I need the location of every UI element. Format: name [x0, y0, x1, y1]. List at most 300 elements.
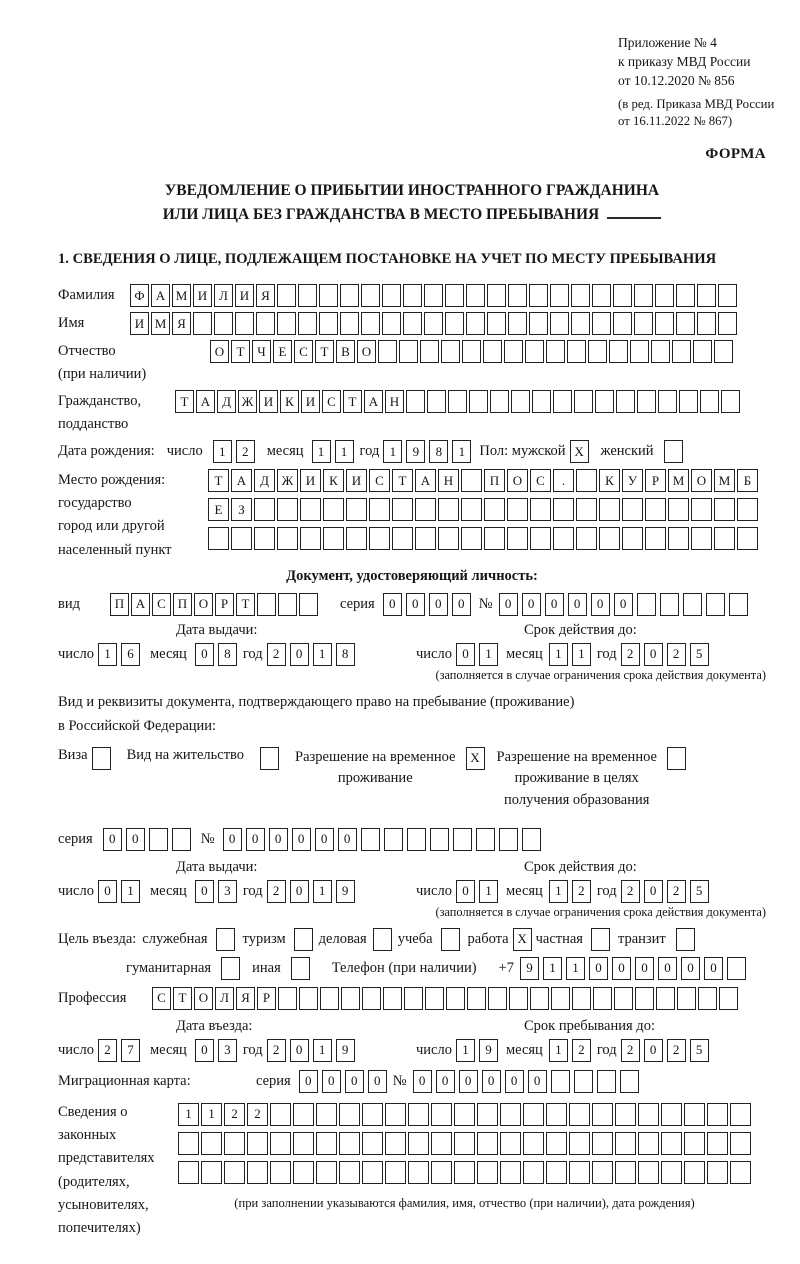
char-box[interactable]	[427, 390, 446, 413]
char-box[interactable]	[254, 498, 275, 521]
char-box[interactable]: 0	[195, 643, 214, 666]
char-box[interactable]: 7	[121, 1039, 140, 1062]
char-box[interactable]: С	[152, 593, 171, 616]
char-box[interactable]	[361, 284, 380, 307]
char-box[interactable]: У	[622, 469, 643, 492]
char-box[interactable]	[500, 1132, 521, 1155]
char-box[interactable]: 0	[545, 593, 564, 616]
char-box[interactable]	[461, 527, 482, 550]
char-box[interactable]	[467, 987, 486, 1010]
char-box[interactable]	[676, 312, 695, 335]
char-box[interactable]	[667, 747, 686, 770]
char-box[interactable]: 9	[479, 1039, 498, 1062]
char-box[interactable]	[415, 527, 436, 550]
char-box[interactable]	[178, 1132, 199, 1155]
char-box[interactable]	[300, 498, 321, 521]
char-box[interactable]	[595, 390, 614, 413]
char-box[interactable]: А	[364, 390, 383, 413]
char-box[interactable]: 0	[482, 1070, 501, 1093]
char-box[interactable]	[718, 284, 737, 307]
char-box[interactable]: 1	[549, 880, 568, 903]
char-box[interactable]: К	[599, 469, 620, 492]
char-box[interactable]	[361, 828, 380, 851]
char-box[interactable]: 0	[322, 1070, 341, 1093]
char-box[interactable]	[278, 593, 297, 616]
char-box[interactable]	[546, 1103, 567, 1126]
char-box[interactable]	[477, 1132, 498, 1155]
char-box[interactable]	[445, 284, 464, 307]
char-box[interactable]: 0	[591, 593, 610, 616]
char-box[interactable]	[529, 284, 548, 307]
char-box[interactable]: 1	[313, 880, 332, 903]
char-box[interactable]: Н	[438, 469, 459, 492]
char-box[interactable]	[737, 527, 758, 550]
char-box[interactable]: 1	[572, 643, 591, 666]
char-box[interactable]	[592, 1132, 613, 1155]
char-box[interactable]: А	[131, 593, 150, 616]
char-box[interactable]: 0	[505, 1070, 524, 1093]
char-box[interactable]	[340, 312, 359, 335]
char-box[interactable]	[466, 312, 485, 335]
char-box[interactable]: 1	[335, 440, 354, 463]
char-box[interactable]	[320, 987, 339, 1010]
char-box[interactable]: 0	[456, 880, 475, 903]
char-box[interactable]	[553, 498, 574, 521]
char-box[interactable]	[655, 312, 674, 335]
char-box[interactable]	[509, 987, 528, 1010]
char-box[interactable]	[599, 527, 620, 550]
char-box[interactable]	[546, 1161, 567, 1184]
char-box[interactable]: 0	[290, 1039, 309, 1062]
char-box[interactable]	[487, 312, 506, 335]
char-box[interactable]	[609, 340, 628, 363]
char-box[interactable]: Т	[175, 390, 194, 413]
char-box[interactable]: 1	[213, 440, 232, 463]
char-box[interactable]: Р	[215, 593, 234, 616]
char-box[interactable]	[403, 312, 422, 335]
char-box[interactable]: 0	[644, 1039, 663, 1062]
char-box[interactable]	[407, 828, 426, 851]
char-box[interactable]	[448, 390, 467, 413]
char-box[interactable]	[362, 1161, 383, 1184]
char-box[interactable]: 0	[290, 643, 309, 666]
char-box[interactable]	[523, 1132, 544, 1155]
char-box[interactable]	[362, 1103, 383, 1126]
char-box[interactable]: А	[231, 469, 252, 492]
char-box[interactable]	[737, 498, 758, 521]
char-box[interactable]	[483, 340, 502, 363]
char-box[interactable]: 8	[429, 440, 448, 463]
char-box[interactable]: П	[173, 593, 192, 616]
char-box[interactable]	[634, 312, 653, 335]
char-box[interactable]	[216, 928, 235, 951]
char-box[interactable]: Т	[343, 390, 362, 413]
char-box[interactable]: И	[259, 390, 278, 413]
char-box[interactable]	[385, 1132, 406, 1155]
char-box[interactable]	[445, 312, 464, 335]
char-box[interactable]: 0	[292, 828, 311, 851]
char-box[interactable]	[500, 1103, 521, 1126]
char-box[interactable]	[490, 390, 509, 413]
char-box[interactable]	[592, 284, 611, 307]
char-box[interactable]	[461, 469, 482, 492]
char-box[interactable]	[441, 928, 460, 951]
char-box[interactable]: С	[152, 987, 171, 1010]
char-box[interactable]	[339, 1161, 360, 1184]
char-box[interactable]	[340, 284, 359, 307]
char-box[interactable]: X	[570, 440, 589, 463]
char-box[interactable]	[201, 1132, 222, 1155]
char-box[interactable]: 2	[667, 880, 686, 903]
char-box[interactable]	[487, 284, 506, 307]
char-box[interactable]: 1	[313, 643, 332, 666]
char-box[interactable]	[293, 1161, 314, 1184]
char-box[interactable]	[684, 1161, 705, 1184]
char-box[interactable]	[477, 1161, 498, 1184]
char-box[interactable]	[277, 312, 296, 335]
char-box[interactable]	[729, 593, 748, 616]
char-box[interactable]	[424, 284, 443, 307]
char-box[interactable]: И	[235, 284, 254, 307]
char-box[interactable]: С	[369, 469, 390, 492]
char-box[interactable]: 2	[572, 880, 591, 903]
char-box[interactable]	[441, 340, 460, 363]
char-box[interactable]	[697, 312, 716, 335]
char-box[interactable]	[346, 498, 367, 521]
char-box[interactable]	[679, 390, 698, 413]
char-box[interactable]	[698, 987, 717, 1010]
char-box[interactable]	[294, 928, 313, 951]
char-box[interactable]: Н	[385, 390, 404, 413]
char-box[interactable]: П	[110, 593, 129, 616]
char-box[interactable]: 0	[126, 828, 145, 851]
char-box[interactable]: И	[130, 312, 149, 335]
char-box[interactable]	[254, 527, 275, 550]
char-box[interactable]	[270, 1103, 291, 1126]
char-box[interactable]	[677, 987, 696, 1010]
char-box[interactable]: С	[322, 390, 341, 413]
char-box[interactable]: 0	[315, 828, 334, 851]
char-box[interactable]	[277, 527, 298, 550]
char-box[interactable]	[323, 527, 344, 550]
char-box[interactable]	[615, 1161, 636, 1184]
char-box[interactable]: 0	[459, 1070, 478, 1093]
char-box[interactable]	[221, 957, 240, 980]
char-box[interactable]	[645, 498, 666, 521]
char-box[interactable]	[635, 987, 654, 1010]
char-box[interactable]: Ж	[277, 469, 298, 492]
char-box[interactable]: 1	[383, 440, 402, 463]
char-box[interactable]	[408, 1103, 429, 1126]
char-box[interactable]	[615, 1103, 636, 1126]
char-box[interactable]: 0	[568, 593, 587, 616]
char-box[interactable]: 2	[247, 1103, 268, 1126]
char-box[interactable]: 0	[589, 957, 608, 980]
char-box[interactable]: 2	[621, 1039, 640, 1062]
char-box[interactable]	[700, 390, 719, 413]
char-box[interactable]: 1	[456, 1039, 475, 1062]
char-box[interactable]	[403, 284, 422, 307]
char-box[interactable]	[693, 340, 712, 363]
char-box[interactable]: 2	[621, 880, 640, 903]
char-box[interactable]	[231, 527, 252, 550]
char-box[interactable]	[299, 987, 318, 1010]
char-box[interactable]: 2	[267, 880, 286, 903]
char-box[interactable]: О	[194, 593, 213, 616]
char-box[interactable]	[378, 340, 397, 363]
char-box[interactable]: 2	[667, 1039, 686, 1062]
char-box[interactable]	[569, 1161, 590, 1184]
char-box[interactable]	[382, 284, 401, 307]
char-box[interactable]	[507, 527, 528, 550]
char-box[interactable]	[469, 390, 488, 413]
char-box[interactable]: А	[196, 390, 215, 413]
char-box[interactable]	[637, 390, 656, 413]
char-box[interactable]	[676, 284, 695, 307]
char-box[interactable]	[193, 312, 212, 335]
char-box[interactable]: 0	[528, 1070, 547, 1093]
char-box[interactable]: 0	[269, 828, 288, 851]
char-box[interactable]: 0	[644, 643, 663, 666]
char-box[interactable]	[270, 1161, 291, 1184]
char-box[interactable]: С	[294, 340, 313, 363]
char-box[interactable]	[684, 1132, 705, 1155]
char-box[interactable]	[706, 593, 725, 616]
char-box[interactable]	[291, 957, 310, 980]
char-box[interactable]	[546, 340, 565, 363]
char-box[interactable]	[574, 390, 593, 413]
char-box[interactable]: О	[507, 469, 528, 492]
char-box[interactable]	[298, 312, 317, 335]
char-box[interactable]: Д	[254, 469, 275, 492]
char-box[interactable]	[672, 340, 691, 363]
char-box[interactable]	[511, 390, 530, 413]
char-box[interactable]: 1	[479, 643, 498, 666]
char-box[interactable]	[567, 340, 586, 363]
char-box[interactable]: 1	[566, 957, 585, 980]
char-box[interactable]: Т	[173, 987, 192, 1010]
char-box[interactable]: 2	[98, 1039, 117, 1062]
char-box[interactable]	[454, 1132, 475, 1155]
char-box[interactable]: 1	[549, 1039, 568, 1062]
char-box[interactable]: Я	[236, 987, 255, 1010]
char-box[interactable]	[408, 1161, 429, 1184]
char-box[interactable]: Ж	[238, 390, 257, 413]
char-box[interactable]: 0	[413, 1070, 432, 1093]
char-box[interactable]: В	[336, 340, 355, 363]
char-box[interactable]	[622, 498, 643, 521]
char-box[interactable]: Т	[208, 469, 229, 492]
char-box[interactable]: 0	[246, 828, 265, 851]
char-box[interactable]: Ч	[252, 340, 271, 363]
char-box[interactable]	[523, 1103, 544, 1126]
char-box[interactable]: 2	[224, 1103, 245, 1126]
char-box[interactable]	[415, 498, 436, 521]
char-box[interactable]: 9	[336, 1039, 355, 1062]
char-box[interactable]	[149, 828, 168, 851]
char-box[interactable]	[504, 340, 523, 363]
char-box[interactable]	[385, 1161, 406, 1184]
char-box[interactable]: Д	[217, 390, 236, 413]
char-box[interactable]	[270, 1132, 291, 1155]
char-box[interactable]: 1	[201, 1103, 222, 1126]
char-box[interactable]	[462, 340, 481, 363]
char-box[interactable]	[532, 390, 551, 413]
char-box[interactable]	[499, 828, 518, 851]
char-box[interactable]: 9	[336, 880, 355, 903]
char-box[interactable]	[339, 1132, 360, 1155]
char-box[interactable]	[718, 312, 737, 335]
char-box[interactable]: И	[193, 284, 212, 307]
char-box[interactable]	[525, 340, 544, 363]
char-box[interactable]	[461, 498, 482, 521]
char-box[interactable]	[300, 527, 321, 550]
char-box[interactable]: Т	[236, 593, 255, 616]
char-box[interactable]	[683, 593, 702, 616]
char-box[interactable]: 0	[429, 593, 448, 616]
char-box[interactable]	[277, 284, 296, 307]
char-box[interactable]	[256, 312, 275, 335]
char-box[interactable]: Л	[214, 284, 233, 307]
char-box[interactable]	[614, 987, 633, 1010]
char-box[interactable]	[592, 312, 611, 335]
char-box[interactable]: Р	[257, 987, 276, 1010]
char-box[interactable]: 1	[452, 440, 471, 463]
char-box[interactable]	[634, 284, 653, 307]
char-box[interactable]	[406, 390, 425, 413]
char-box[interactable]: 0	[345, 1070, 364, 1093]
char-box[interactable]	[224, 1161, 245, 1184]
char-box[interactable]: X	[513, 928, 532, 951]
char-box[interactable]	[257, 593, 276, 616]
char-box[interactable]	[477, 1103, 498, 1126]
char-box[interactable]: М	[714, 469, 735, 492]
char-box[interactable]	[730, 1132, 751, 1155]
char-box[interactable]	[488, 987, 507, 1010]
char-box[interactable]	[588, 340, 607, 363]
char-box[interactable]	[408, 1132, 429, 1155]
char-box[interactable]	[438, 527, 459, 550]
char-box[interactable]	[522, 828, 541, 851]
char-box[interactable]	[392, 498, 413, 521]
char-box[interactable]: 0	[452, 593, 471, 616]
char-box[interactable]: 0	[499, 593, 518, 616]
char-box[interactable]: 3	[218, 1039, 237, 1062]
char-box[interactable]: М	[151, 312, 170, 335]
char-box[interactable]	[293, 1103, 314, 1126]
char-box[interactable]: 1	[479, 880, 498, 903]
char-box[interactable]: 3	[218, 880, 237, 903]
char-box[interactable]	[247, 1132, 268, 1155]
char-box[interactable]: 0	[195, 880, 214, 903]
char-box[interactable]: З	[231, 498, 252, 521]
char-box[interactable]	[431, 1161, 452, 1184]
char-box[interactable]	[707, 1103, 728, 1126]
char-box[interactable]	[630, 340, 649, 363]
char-box[interactable]: 1	[313, 1039, 332, 1062]
char-box[interactable]	[316, 1132, 337, 1155]
char-box[interactable]	[576, 527, 597, 550]
char-box[interactable]	[453, 828, 472, 851]
char-box[interactable]: Т	[392, 469, 413, 492]
char-box[interactable]	[714, 527, 735, 550]
char-box[interactable]: П	[484, 469, 505, 492]
char-box[interactable]: И	[300, 469, 321, 492]
char-box[interactable]	[593, 987, 612, 1010]
char-box[interactable]: 0	[98, 880, 117, 903]
char-box[interactable]	[592, 1103, 613, 1126]
char-box[interactable]: 0	[522, 593, 541, 616]
char-box[interactable]	[260, 747, 279, 770]
char-box[interactable]: 0	[658, 957, 677, 980]
char-box[interactable]: 1	[178, 1103, 199, 1126]
char-box[interactable]	[362, 1132, 383, 1155]
char-box[interactable]: Б	[737, 469, 758, 492]
char-box[interactable]	[466, 284, 485, 307]
char-box[interactable]	[425, 987, 444, 1010]
char-box[interactable]	[430, 828, 449, 851]
char-box[interactable]	[576, 498, 597, 521]
char-box[interactable]: X	[466, 747, 485, 770]
char-box[interactable]	[599, 498, 620, 521]
char-box[interactable]: С	[530, 469, 551, 492]
char-box[interactable]	[383, 987, 402, 1010]
char-box[interactable]	[661, 1132, 682, 1155]
char-box[interactable]: 0	[456, 643, 475, 666]
char-box[interactable]: 0	[644, 880, 663, 903]
char-box[interactable]	[660, 593, 679, 616]
char-box[interactable]	[661, 1103, 682, 1126]
char-box[interactable]: 0	[614, 593, 633, 616]
char-box[interactable]: 0	[290, 880, 309, 903]
char-box[interactable]	[446, 987, 465, 1010]
char-box[interactable]	[658, 390, 677, 413]
char-box[interactable]	[615, 1132, 636, 1155]
char-box[interactable]	[661, 1161, 682, 1184]
char-box[interactable]	[235, 312, 254, 335]
char-box[interactable]	[339, 1103, 360, 1126]
char-box[interactable]	[507, 498, 528, 521]
char-box[interactable]: 0	[103, 828, 122, 851]
char-box[interactable]	[92, 747, 111, 770]
char-box[interactable]	[714, 340, 733, 363]
char-box[interactable]	[500, 1161, 521, 1184]
char-box[interactable]: О	[194, 987, 213, 1010]
char-box[interactable]	[454, 1103, 475, 1126]
char-box[interactable]: 9	[406, 440, 425, 463]
char-box[interactable]	[384, 828, 403, 851]
char-box[interactable]	[319, 312, 338, 335]
char-box[interactable]	[346, 527, 367, 550]
char-box[interactable]	[638, 1132, 659, 1155]
char-box[interactable]	[637, 593, 656, 616]
char-box[interactable]	[323, 498, 344, 521]
char-box[interactable]: 0	[368, 1070, 387, 1093]
char-box[interactable]: 0	[223, 828, 242, 851]
char-box[interactable]: 5	[690, 643, 709, 666]
char-box[interactable]: И	[301, 390, 320, 413]
char-box[interactable]: 1	[549, 643, 568, 666]
char-box[interactable]	[730, 1161, 751, 1184]
char-box[interactable]: .	[553, 469, 574, 492]
char-box[interactable]	[569, 1132, 590, 1155]
char-box[interactable]: Л	[215, 987, 234, 1010]
char-box[interactable]	[399, 340, 418, 363]
char-box[interactable]	[382, 312, 401, 335]
char-box[interactable]	[571, 284, 590, 307]
char-box[interactable]: И	[346, 469, 367, 492]
char-box[interactable]: 0	[299, 1070, 318, 1093]
